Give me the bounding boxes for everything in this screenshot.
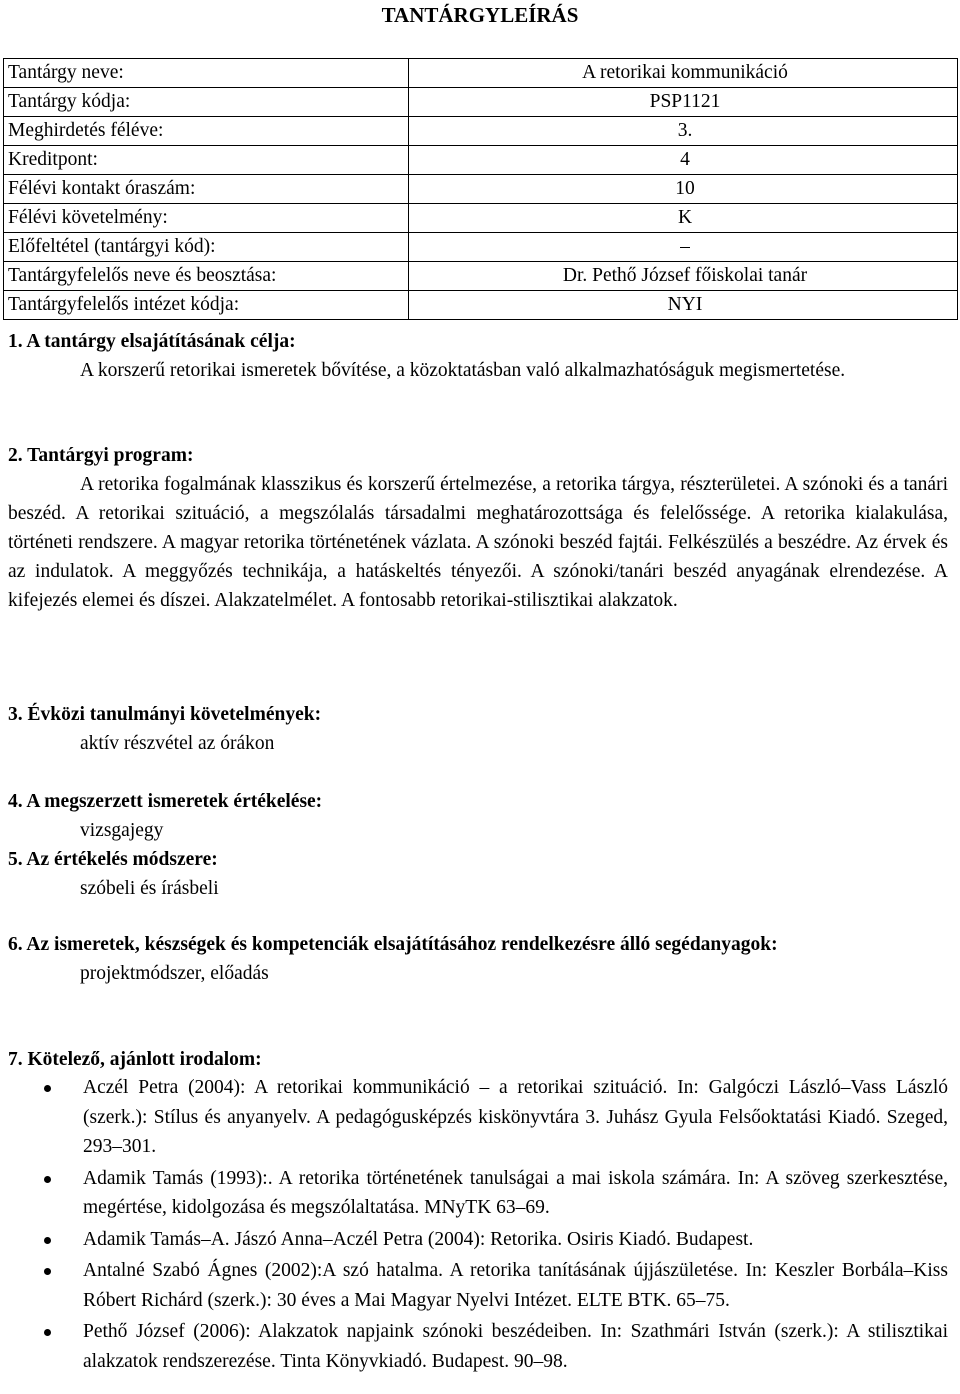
info-label: Félévi követelmény:	[4, 204, 409, 233]
list-item	[8, 1073, 948, 1162]
page-title: TANTÁRGYLEÍRÁS	[381, 3, 579, 27]
info-label: Meghirdetés féléve:	[4, 117, 409, 146]
section-requirements	[8, 700, 948, 758]
reference-text: Adamik Tamás–A. Jászó Anna–Aczél Petra (2004): Retorika. Osiris Kiadó. Budapest.	[83, 1228, 754, 1250]
section-text: szóbeli és írásbeli	[80, 878, 219, 899]
info-value: 10	[409, 175, 958, 204]
list-item	[8, 1225, 948, 1255]
section-program	[8, 441, 948, 615]
info-value: 3.	[409, 117, 958, 146]
section-text: A korszerű retorikai ismeretek bővítése, a közoktatásban való alkalmazhatóságuk megismertetése.	[80, 360, 846, 381]
info-label: Tantárgy kódja:	[4, 88, 409, 117]
section-heading: 2. Tantárgyi program:	[8, 445, 194, 466]
info-label: Előfeltétel (tantárgyi kód):	[4, 233, 409, 262]
section-heading: 5. Az értékelés módszere:	[8, 849, 218, 870]
section-literature	[8, 1045, 948, 1074]
table-row	[4, 59, 958, 88]
section-text: vizsgajegy	[80, 820, 164, 841]
info-label: Kreditpont:	[4, 146, 409, 175]
section-evaluation	[8, 787, 948, 845]
section-heading: 1. A tantárgy elsajátításának célja:	[8, 331, 296, 352]
section-goal	[8, 327, 948, 385]
course-info-table	[3, 58, 958, 320]
list-item	[8, 1317, 948, 1376]
reference-text: Aczél Petra (2004): A retorikai kommunikáció – a retorikai szituáció. In: Galgóczi László–Vass László (szerk.): Stílus és anyanyelv. A pedagógusképzés kiskönyvtára 3. Juhász Gyula Felsőoktatási Kiadó. Szeged, 293–301.	[83, 1077, 948, 1157]
reference-text: Adamik Tamás (1993):. A retorika történetének tanulságai a mai iskola számára. In: A szöveg szerkesztése, megértése, kidolgozása és megszólaltatása. MNyTK 63–69.	[83, 1167, 948, 1218]
section-text: A retorika fogalmának klasszikus és korszerű értelmezése, a retorika tárgya, részterületei. A szónoki és a tanári beszéd. A retorikai szituáció, a megszólalás társadalmi meghatározottsága és felelőssége. A retorika kialakulása, történeti rendszere. A magyar retorika történetének vázlata. A szónoki beszéd fajtái. Felkészülés a beszédre. Az érvek és az indulatok. A meggyőzés technikája, a hatáskeltés tényezői. A szónoki/tanári beszéd anyagának elrendezése. A kifejezés elemei és díszei. Alakzatelmélet. A fontosabb retorikai-stilisztikai alakzatok.	[8, 474, 948, 611]
list-item	[8, 1256, 948, 1315]
info-label: Tantárgyfelelős intézet kódja:	[4, 291, 409, 320]
reference-text: Antalné Szabó Ágnes (2002):A szó hatalma. A retorika tanításának újjászületése. In: Keszler Borbála–Kiss Róbert Richárd (szerk.): 30 éves a Mai Magyar Nyelvi Intézet. ELTE BTK. 65–75.	[83, 1260, 948, 1311]
reference-text: Pethő József (2006): Alakzatok napjaink szónoki beszédeiben. In: Szathmári István (szerk.): A stilisztikai alakzatok rendszerezése. Tinta Könyvkiadó. Budapest. 90–98.	[83, 1321, 948, 1372]
info-label: Tantárgyfelelős neve és beosztása:	[4, 262, 409, 291]
list-item	[8, 1164, 948, 1223]
bullet-icon	[44, 1329, 51, 1336]
table-row	[4, 175, 958, 204]
info-label: Félévi kontakt óraszám:	[4, 175, 409, 204]
section-heading: 3. Évközi tanulmányi követelmények:	[8, 704, 322, 725]
section-heading: 4. A megszerzett ismeretek értékelése:	[8, 791, 323, 812]
table-row	[4, 204, 958, 233]
bullet-icon	[44, 1085, 51, 1092]
table-row	[4, 291, 958, 320]
bullet-icon	[44, 1176, 51, 1183]
section-text: aktív részvétel az órákon	[80, 733, 275, 754]
bullet-icon	[44, 1237, 51, 1244]
table-row	[4, 117, 958, 146]
table-row	[4, 146, 958, 175]
table-row	[4, 88, 958, 117]
section-materials	[8, 930, 948, 988]
reference-list	[8, 1073, 948, 1378]
section-method	[8, 845, 948, 903]
info-value: –	[409, 233, 958, 262]
section-heading: 6. Az ismeretek, készségek és kompetenciák elsajátításához rendelkezésre álló segédanyagok:	[8, 934, 778, 955]
bullet-icon	[44, 1268, 51, 1275]
table-row	[4, 233, 958, 262]
section-heading: 7. Kötelező, ajánlott irodalom:	[8, 1049, 262, 1070]
info-value: A retorikai kommunikáció	[409, 59, 958, 88]
info-label: Tantárgy neve:	[4, 59, 409, 88]
info-value: K	[409, 204, 958, 233]
info-value: Dr. Pethő József főiskolai tanár	[409, 262, 958, 291]
info-value: PSP1121	[409, 88, 958, 117]
section-text: projektmódszer, előadás	[80, 963, 269, 984]
table-row	[4, 262, 958, 291]
info-value: NYI	[409, 291, 958, 320]
info-value: 4	[409, 146, 958, 175]
